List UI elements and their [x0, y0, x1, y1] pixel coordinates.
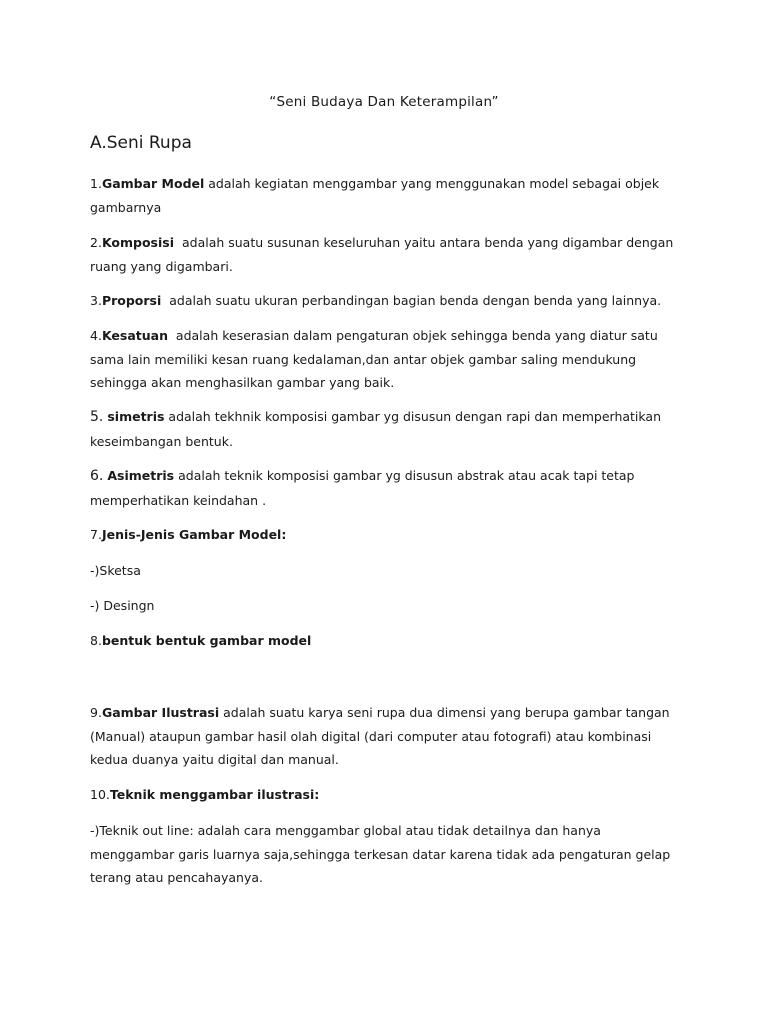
item-number: 2. [90, 235, 102, 250]
item-text: adalah kegiatan menggambar yang menggunakan model sebagai objek [204, 176, 660, 191]
item-term: Gambar Ilustrasi [101, 705, 220, 720]
item-text: adalah tekhnik komposisi gambar yg disusun dengan rapi dan memperhatikan [164, 409, 662, 424]
item-number: 10. [90, 787, 110, 802]
item-text: -) Desingn [90, 598, 155, 613]
list-item [90, 629, 680, 653]
item-text: memperhatikan keindahan . [90, 492, 267, 508]
item-text: keseimbangan bentuk. [90, 433, 233, 449]
list-item [90, 172, 680, 219]
item-text: -)Teknik out line: adalah cara menggambar global atau tidak detailnya dan hanya [90, 823, 601, 838]
list-item [90, 231, 680, 278]
list-item [90, 405, 680, 453]
item-number: 1. [90, 176, 102, 191]
item-number: 6. [90, 468, 104, 484]
list-item [90, 464, 680, 512]
item-text: menggambar garis luarnya saja,sehingga terkesan datar karena tidak ada pengaturan gelap [90, 846, 671, 862]
item-text: adalah suatu susunan keseluruhan yaitu antara benda yang digambar dengan [181, 235, 674, 250]
item-text: sehingga akan menghasilkan gambar yang baik. [90, 375, 395, 390]
item-number: 8. [90, 633, 102, 648]
document-title: “Seni Budaya Dan Keterampilan” [269, 94, 499, 110]
section-heading: A.Seni Rupa [90, 133, 192, 153]
item-text: -)Sketsa [90, 563, 141, 578]
item-term: Komposisi [101, 235, 175, 250]
item-text: adalah suatu ukuran perbandingan bagian benda dengan benda yang lainnya. [165, 293, 662, 308]
item-term: bentuk bentuk gambar model [101, 633, 312, 648]
list-item [90, 559, 680, 583]
list-item [90, 523, 680, 547]
item-text: adalah teknik komposisi gambar yg disusun abstrak atau acak tapi tetap [174, 468, 635, 483]
list-item [90, 819, 680, 890]
item-term: Jenis-Jenis Gambar Model: [101, 527, 287, 542]
list-item [90, 594, 680, 618]
list-item [90, 701, 680, 772]
item-text: adalah keserasian dalam pengaturan objek sehingga benda yang diatur satu [171, 328, 658, 343]
item-term: Gambar Model [101, 176, 205, 191]
item-text: kedua duanya yaitu digital dan manual. [90, 752, 339, 767]
item-text: gambarnya [90, 199, 162, 215]
item-term: Asimetris [107, 468, 175, 483]
item-term: Proporsi [101, 293, 162, 308]
item-text: (Manual) ataupun gambar hasil olah digital (dari computer atau fotografi) atau kombinasi [90, 728, 652, 744]
item-number: 7. [90, 527, 102, 542]
item-number: 5. [90, 409, 104, 425]
item-term: Teknik menggambar ilustrasi: [109, 787, 320, 802]
item-text: ruang yang digambari. [90, 258, 233, 274]
list-item [90, 783, 680, 807]
item-text: terang atau pencahayanya. [90, 870, 264, 885]
item-term: simetris [107, 409, 165, 424]
item-term: Kesatuan [101, 328, 168, 343]
item-text: adalah suatu karya seni rupa dua dimensi yang berupa gambar tangan [219, 705, 670, 720]
item-text: sama lain memiliki kesan ruang kedalaman,dan antar objek gambar saling mendukung [90, 351, 637, 367]
list-item [90, 324, 680, 395]
list-item [90, 289, 680, 313]
item-number: 9. [90, 705, 102, 720]
item-number: 4. [90, 328, 102, 343]
item-number: 3. [90, 293, 102, 308]
